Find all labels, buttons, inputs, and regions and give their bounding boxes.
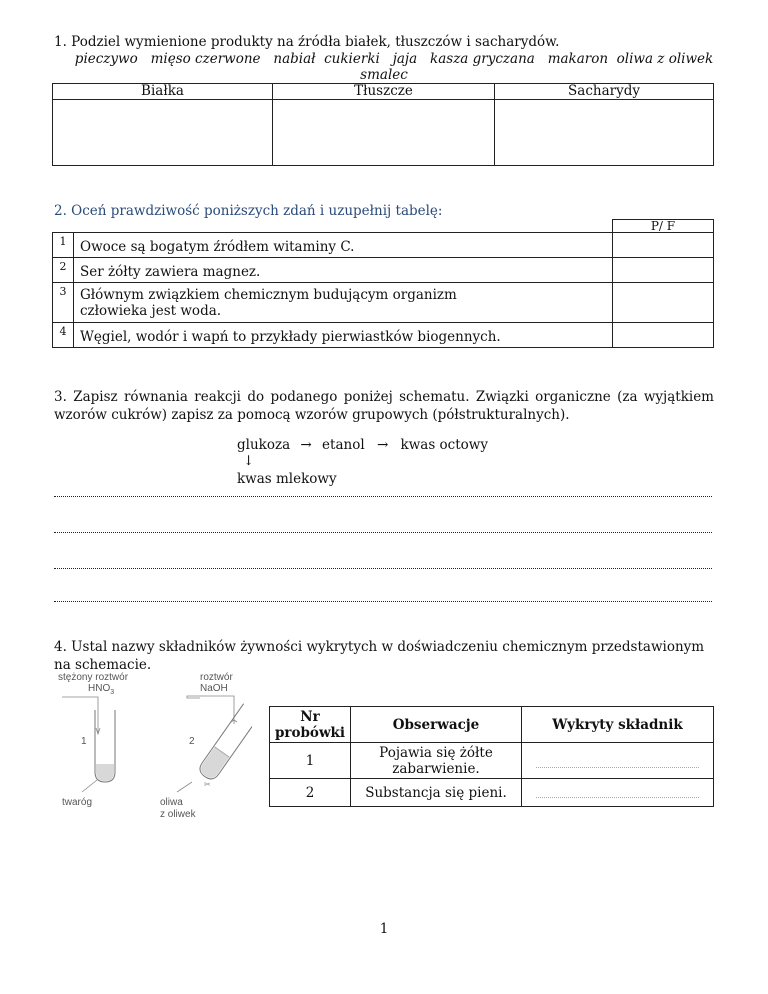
q1-cell-sugars[interactable] — [495, 100, 714, 166]
q4-row-obs: Pojawia się żółte zabarwienie. — [351, 743, 522, 779]
q1-col-fats: Tłuszcze — [273, 84, 495, 100]
q1-col-sugars: Sacharydy — [495, 84, 714, 100]
scheme-glukoza: glukoza — [237, 437, 291, 453]
q1-products: pieczywo mięso czerwone nabiał cukierki jaja kasza gryczana makaron oliwa z oliwek — [74, 51, 714, 67]
scheme-arrow-right: → — [376, 437, 389, 453]
sample2-line2: z oliwek — [160, 809, 196, 820]
q4-header-obs: Obserwacje — [351, 707, 522, 743]
q4-answer-cell[interactable] — [522, 779, 714, 807]
q2-table — [52, 219, 714, 348]
formula-hno: HNO — [88, 683, 111, 694]
q2-row-num: 3 — [53, 283, 74, 323]
q2-text: 2. Oceń prawdziwość poniższych zdań i uzupełnij tabelę: — [54, 203, 443, 219]
page-number: 1 — [379, 921, 389, 937]
q3-text — [54, 388, 714, 424]
q1-col-proteins: Białka — [53, 84, 273, 100]
q2-answer-cell[interactable] — [613, 258, 714, 283]
experiment-figure — [52, 672, 252, 822]
scheme-arrow-right: → — [300, 437, 312, 453]
q2-row-text: Owoce są bogatym źródłem witaminy C. — [74, 233, 613, 258]
q2-row-text: Głównym związkiem chemicznym budującym organizm człowieka jest woda. — [74, 283, 613, 323]
q1-cell-proteins[interactable] — [53, 100, 273, 166]
q1-cell-fats[interactable] — [273, 100, 495, 166]
scheme-etanol: etanol — [322, 437, 365, 453]
reagent2-formula: NaOH — [200, 683, 228, 694]
answer-line[interactable] — [54, 496, 712, 497]
q3-text-content: 3. Zapisz równania reakcji do podanego poniżej schematu. Związki organiczne (za wyjątkiem wzorów cukrów) zapisz za pomocą wzorów grupowych (półstrukturalnych). — [54, 389, 714, 423]
q2-answer-cell[interactable] — [613, 283, 714, 323]
tube1-label: 1 — [81, 736, 87, 747]
scheme-kwas-octowy: kwas octowy — [400, 437, 488, 453]
q2-pf-header: P/ F — [613, 220, 714, 233]
q2-row-num: 2 — [53, 258, 74, 283]
answer-line[interactable] — [54, 601, 712, 602]
formula-sub: 3 — [110, 689, 115, 696]
q4-table — [269, 706, 714, 807]
q4-row-nr: 1 — [270, 743, 351, 779]
sample2-line1: oliwa — [160, 797, 183, 808]
q4-row-obs: Substancja się pieni. — [351, 779, 522, 807]
scheme-kwas-mlekowy: kwas mlekowy — [237, 471, 337, 487]
q2-row-num: 4 — [53, 323, 74, 348]
q1-products-2: smalec — [360, 67, 408, 83]
scheme-arrow-down: ↓ — [243, 453, 255, 469]
sample1-label: twaróg — [62, 797, 93, 808]
q2-row-text: Ser żółty zawiera magnez. — [74, 258, 613, 283]
q2-answer-cell[interactable] — [613, 233, 714, 258]
reagent2-label: roztwór — [200, 672, 233, 683]
q2-row-num: 1 — [53, 233, 74, 258]
q4-row-nr: 2 — [270, 779, 351, 807]
q4-header-nr: Nr probówki — [270, 707, 351, 743]
q1-table — [52, 83, 714, 166]
q3-scheme-row — [237, 437, 488, 454]
q4-answer-cell[interactable] — [522, 743, 714, 779]
q2-answer-cell[interactable] — [613, 323, 714, 348]
tube2-label: 2 — [189, 736, 195, 747]
q1-text: 1. Podziel wymienione produkty na źródła białek, tłuszczów i sacharydów. — [54, 34, 560, 50]
q4-header-component: Wykryty składnik — [522, 707, 714, 743]
test-tubes-illustration — [52, 672, 252, 822]
q4-text: 4. Ustal nazwy składników żywności wykrytych w doświadczeniu chemicznym przedstawionym na schemacie. — [54, 639, 705, 673]
answer-line[interactable] — [54, 568, 712, 569]
answer-line[interactable] — [54, 532, 712, 533]
svg-text:✂: ✂ — [204, 780, 211, 789]
q2-row-text: Węgiel, wodór i wapń to przykłady pierwiastków biogennych. — [74, 323, 613, 348]
reagent1-name: stężony roztwór — [58, 672, 129, 683]
